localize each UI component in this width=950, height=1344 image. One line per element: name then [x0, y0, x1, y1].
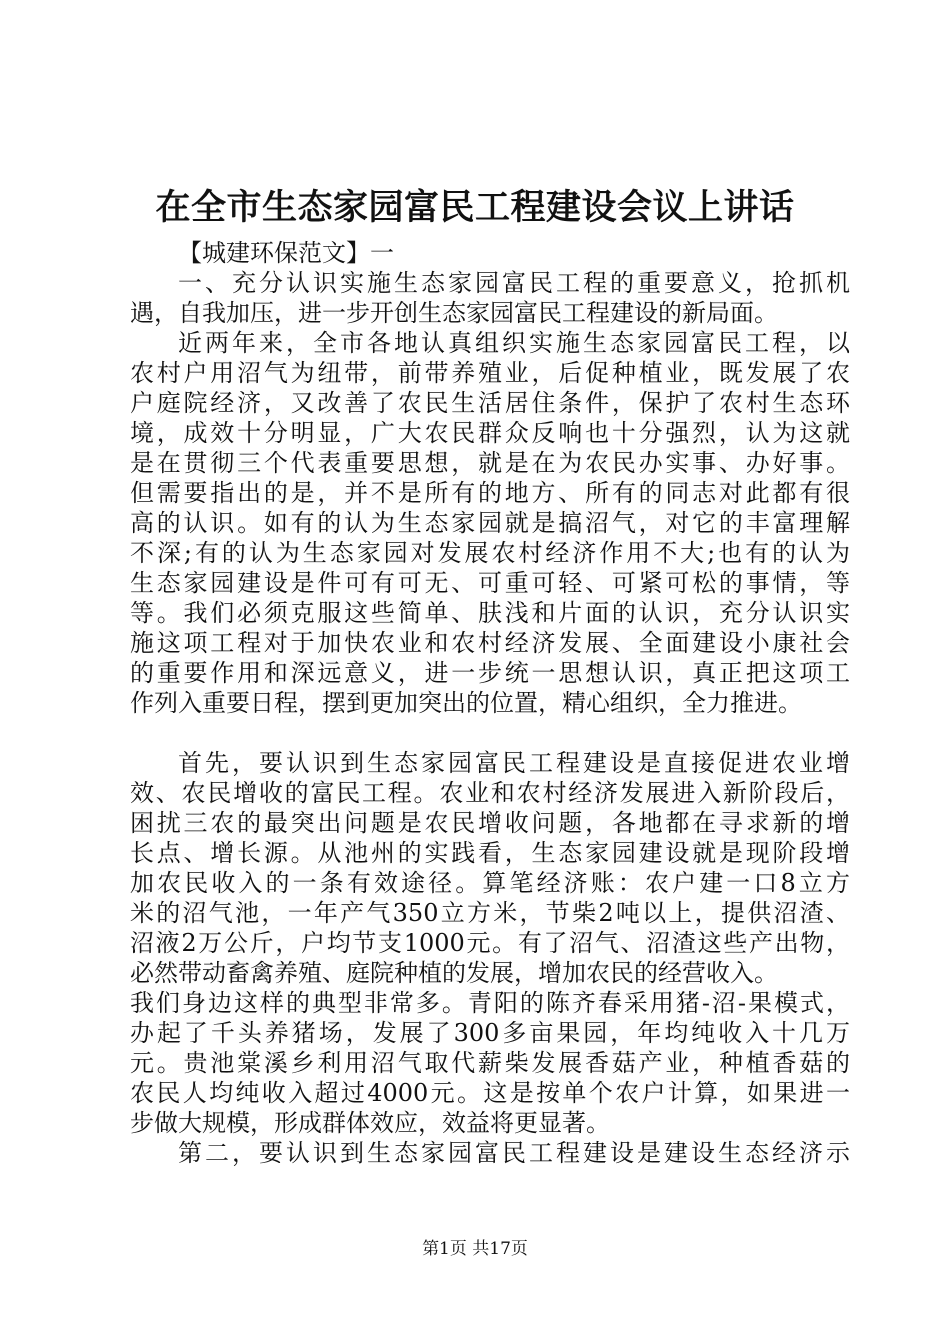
page-number-footer: 第1页 共17页 [422, 1239, 528, 1259]
text-line: 我们身边这样的典型非常多。青阳的陈齐春采用猪-沼-果模式， [130, 989, 850, 1017]
text-line: 户庭院经济，又改善了农民生活居住条件，保护了农村生态环 [130, 389, 850, 417]
text-line: 必然带动畜禽养殖、庭院种植的发展，增加农民的经营收入。 [130, 959, 778, 987]
text-line: 遇，自我加压，进一步开创生态家园富民工程建设的新局面。 [130, 299, 778, 327]
text-line: 生态家园建设是件可有可无、可重可轻、可紧可松的事情，等 [130, 569, 850, 597]
text-line: 沼液2万公斤，户均节支1000元。有了沼气、沼渣这些产出物， [130, 929, 850, 957]
text-line: 的重要作用和深远意义，进一步统一思想认识，真正把这项工 [130, 659, 850, 687]
text-line: 一、充分认识实施生态家园富民工程的重要意义，抢抓机 [178, 269, 850, 297]
text-line: 加农民收入的一条有效途径。算笔经济账：农户建一口8立方 [130, 869, 850, 897]
text-line: 步做大规模，形成群体效应，效益将更显著。 [130, 1109, 610, 1137]
text-line: 米的沼气池，一年产气350立方米，节柴2吨以上，提供沼渣、 [130, 899, 850, 927]
text-line: 第二，要认识到生态家园富民工程建设是建设生态经济示 [178, 1139, 850, 1167]
text-line: 作列入重要日程，摆到更加突出的位置，精心组织，全力推进。 [130, 689, 802, 717]
category-line: 【城建环保范文】一 [178, 239, 394, 267]
text-line: 不深;有的认为生态家园对发展农村经济作用不大;也有的认为 [130, 539, 850, 567]
document-body [130, 238, 850, 1168]
text-line: 近两年来，全市各地认真组织实施生态家园富民工程，以 [178, 329, 850, 357]
text-line: 农村户用沼气为纽带，前带养殖业，后促种植业，既发展了农 [130, 359, 850, 387]
text-line: 办起了千头养猪场，发展了300多亩果园，年均纯收入十几万 [130, 1019, 850, 1047]
text-line: 是在贯彻三个代表重要思想，就是在为农民办实事、办好事。 [130, 449, 850, 477]
text-line: 效、农民增收的富民工程。农业和农村经济发展进入新阶段后， [130, 779, 850, 807]
text-line: 高的认识。如有的认为生态家园就是搞沼气，对它的丰富理解 [130, 509, 850, 537]
text-line: 长点、增长源。从池州的实践看，生态家园建设就是现阶段增 [130, 839, 850, 867]
text-line: 首先，要认识到生态家园富民工程建设是直接促进农业增 [178, 749, 850, 777]
text-line: 但需要指出的是，并不是所有的地方、所有的同志对此都有很 [130, 479, 850, 507]
text-line: 元。贵池棠溪乡利用沼气取代薪柴发展香菇产业，种植香菇的 [130, 1049, 850, 1077]
text-line: 等。我们必须克服这些简单、肤浅和片面的认识，充分认识实 [130, 599, 850, 627]
text-line: 农民人均纯收入超过4000元。这是按单个农户计算，如果进一 [130, 1079, 850, 1107]
document-title: 在全市生态家园富民工程建设会议上讲话 [155, 188, 795, 228]
text-line: 困扰三农的最突出问题是农民增收问题，各地都在寻求新的增 [130, 809, 850, 837]
paragraph-gap [130, 718, 850, 748]
text-line: 施这项工程对于加快农业和农村经济发展、全面建设小康社会 [130, 629, 850, 657]
text-line: 境，成效十分明显，广大农民群众反响也十分强烈，认为这就 [130, 419, 850, 447]
